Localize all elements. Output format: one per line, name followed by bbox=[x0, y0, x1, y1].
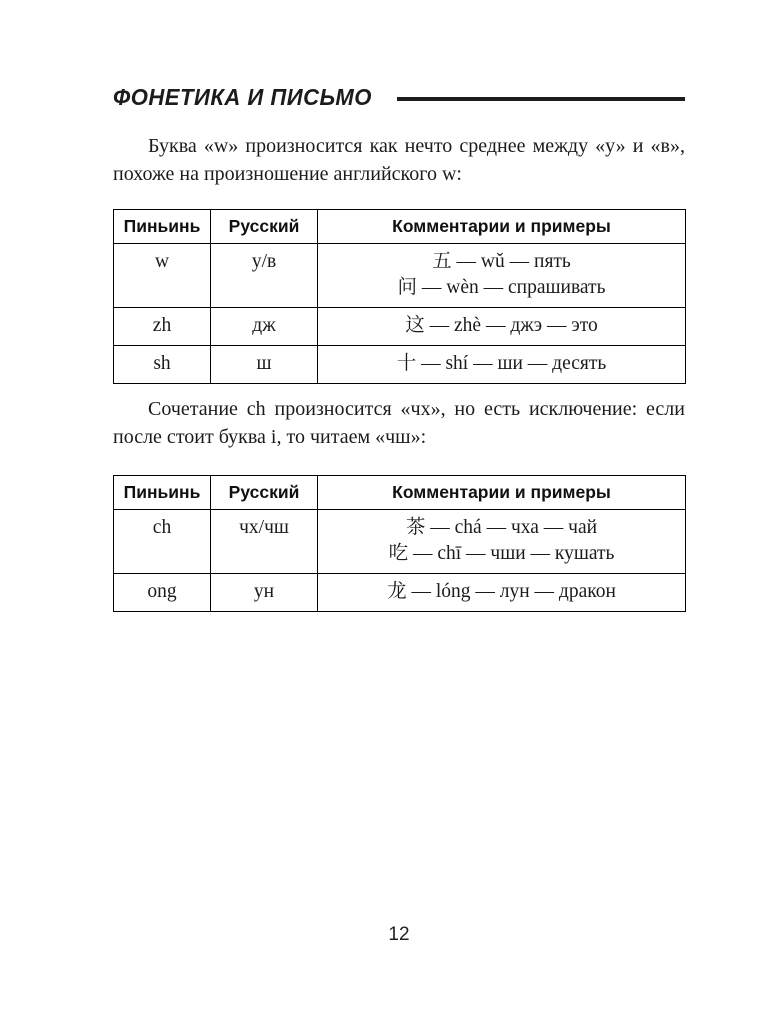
column-header: Комментарии и примеры bbox=[318, 476, 686, 510]
table-header-row bbox=[114, 476, 686, 510]
section-header bbox=[113, 84, 685, 111]
comment-line: 茶 — chá — чха — чай bbox=[405, 517, 598, 538]
russian-cell: у/в bbox=[211, 244, 318, 308]
column-header: Пиньинь bbox=[114, 476, 211, 510]
comment-line: 这 — zhè — джэ — это bbox=[405, 315, 598, 336]
page-number: 12 bbox=[388, 924, 410, 945]
table-row bbox=[114, 308, 686, 346]
comment-line: 吃 — chī — чши — кушать bbox=[388, 543, 615, 564]
section-title: ФОНЕТИКА И ПИСЬМО bbox=[113, 84, 372, 110]
pinyin-cell: ch bbox=[114, 510, 211, 574]
russian-cell: ш bbox=[211, 346, 318, 384]
pinyin-cell: ong bbox=[114, 574, 211, 612]
russian-cell: ун bbox=[211, 574, 318, 612]
table-row bbox=[114, 574, 686, 612]
comment-line: 问 — wèn — спрашивать bbox=[397, 277, 606, 298]
column-header: Пиньинь bbox=[114, 210, 211, 244]
comments-cell bbox=[318, 346, 686, 384]
pinyin-table-1 bbox=[113, 209, 686, 384]
comments-cell bbox=[318, 510, 686, 574]
intro-paragraph-w: Буква «w» произносится как нечто среднее между «у» и «в», похоже на произношение английского w: bbox=[113, 135, 685, 185]
column-header: Русский bbox=[211, 476, 318, 510]
intro-paragraph-ch: Сочетание ch произносится «чх», но есть исключение: если после стоит буква i, то читаем «чш»: bbox=[113, 398, 685, 448]
comments-cell bbox=[318, 244, 686, 308]
table-row bbox=[114, 244, 686, 308]
comment-line: 龙 — lóng — лун — дракон bbox=[387, 581, 616, 602]
table-row bbox=[114, 510, 686, 574]
column-header: Русский bbox=[211, 210, 318, 244]
pinyin-cell: w bbox=[114, 244, 211, 308]
pinyin-cell: zh bbox=[114, 308, 211, 346]
pinyin-cell: sh bbox=[114, 346, 211, 384]
comments-cell bbox=[318, 574, 686, 612]
comments-cell bbox=[318, 308, 686, 346]
comment-line: 十 — shí — ши — десять bbox=[396, 353, 607, 374]
column-header: Комментарии и примеры bbox=[318, 210, 686, 244]
title-rule bbox=[397, 97, 685, 101]
russian-cell: чх/чш bbox=[211, 510, 318, 574]
table-header-row bbox=[114, 210, 686, 244]
table-row bbox=[114, 346, 686, 384]
russian-cell: дж bbox=[211, 308, 318, 346]
pinyin-table-2 bbox=[113, 475, 686, 612]
comment-line: 五 — wǔ — пять bbox=[432, 251, 571, 272]
